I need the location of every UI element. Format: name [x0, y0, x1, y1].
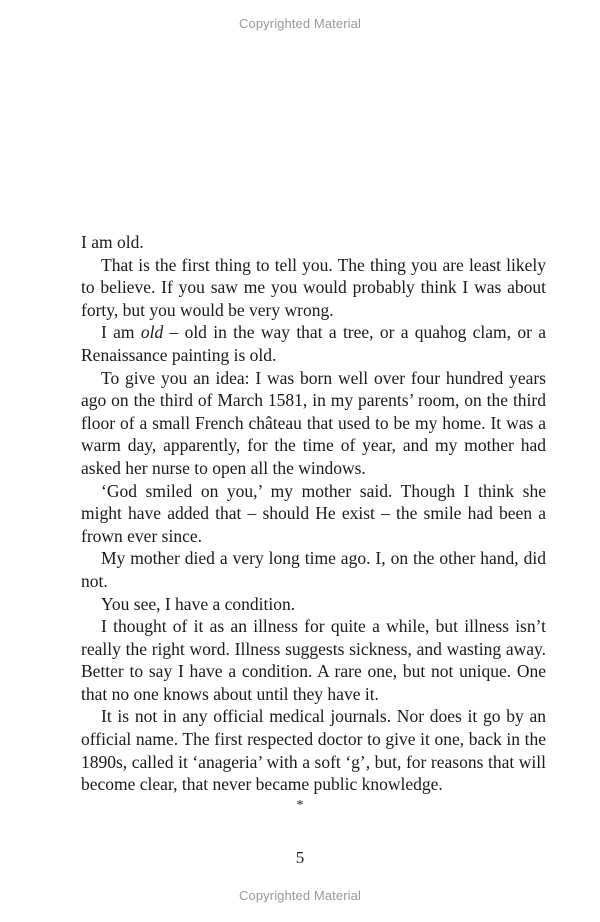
- paragraph: You see, I have a condition.: [101, 593, 296, 614]
- paragraph: It is not in any official medical journals. Nor does it go by an official name. The first respected doctor to give it one, back in the 1890s, called it ‘anageria’ with a soft ‘g’, but, for reasons that will become clear, that never became public knowledge.: [81, 706, 546, 795]
- body-text: [81, 231, 546, 796]
- paragraph-text: – old in the way that a tree, or a quahog clam, or a Renaissance painting is old.: [81, 322, 546, 365]
- paragraph: I am old.: [81, 232, 144, 252]
- paragraph: My mother died a very long time ago. I, on the other hand, did not.: [81, 548, 546, 591]
- paragraph: ‘God smiled on you,’ my mother said. Though I think she might have added that – should He exist – the smile had been a frown ever since.: [81, 480, 546, 546]
- paragraph: [81, 321, 546, 366]
- paragraph: That is the first thing to tell you. The thing you are least likely to believe. If you saw me you would probably think I was about forty, but you would be very wrong.: [81, 254, 546, 320]
- emphasis-text: old: [140, 322, 164, 343]
- paragraph: I thought of it as an illness for quite a while, but illness isn’t really the right word. Illness suggests sickness, and wasting away. Better to say I have a condition. A rare one, but not unique. One that no one knows about until they have it.: [81, 616, 546, 704]
- paragraph-text: I am: [101, 322, 141, 343]
- section-separator: *: [296, 798, 304, 813]
- copyright-watermark-top: Copyrighted Material: [239, 16, 361, 31]
- copyright-watermark-bottom: Copyrighted Material: [239, 888, 361, 903]
- page-number: 5: [295, 848, 305, 867]
- paragraph: To give you an idea: I was born well over four hundred years ago on the third of March 1581, in my parents’ room, on the third floor of a small French château that used to be my home. It was a warm day, apparently, for the time of year, and my mother had asked her nurse to open all the windows.: [81, 367, 546, 478]
